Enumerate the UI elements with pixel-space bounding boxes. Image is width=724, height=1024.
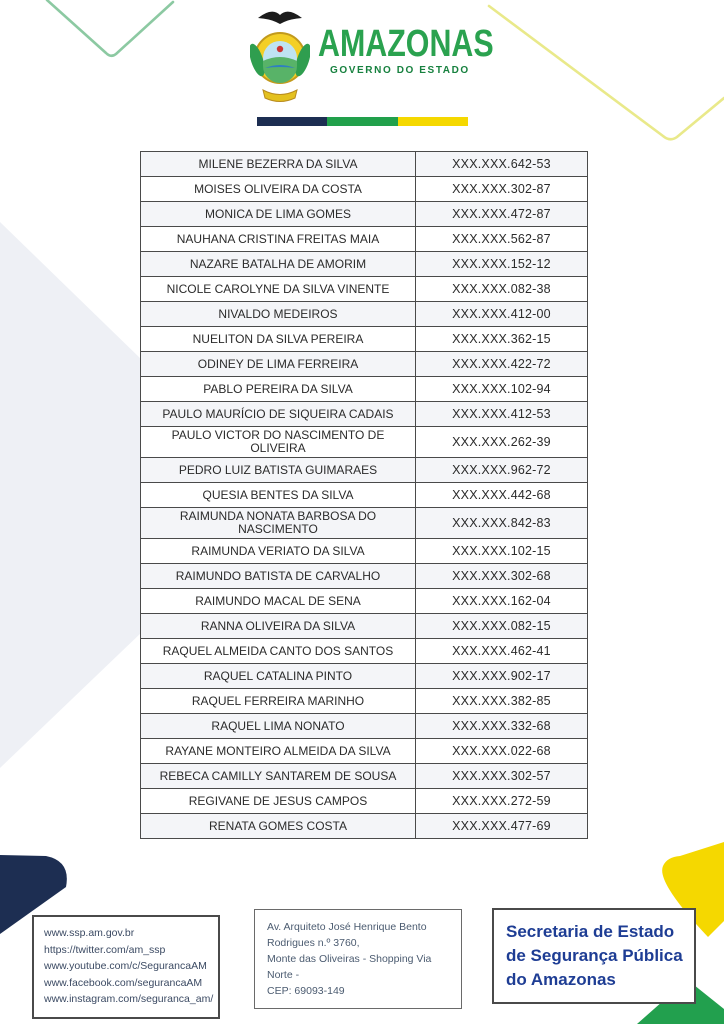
person-name-cell: RAYANE MONTEIRO ALMEIDA DA SILVA: [141, 739, 416, 764]
brand-name: AMAZONAS: [318, 23, 494, 65]
masked-cpf-cell: XXX.XXX.262-39: [416, 427, 588, 458]
masked-cpf-cell: XXX.XXX.422-72: [416, 352, 588, 377]
masked-cpf-cell: XXX.XXX.302-87: [416, 177, 588, 202]
masked-cpf-cell: XXX.XXX.152-12: [416, 252, 588, 277]
person-name-cell: NAZARE BATALHA DE AMORIM: [141, 252, 416, 277]
social-link-url[interactable]: www.instagram.com/seguranca_am/: [44, 993, 214, 1005]
person-name-cell: NAUHANA CRISTINA FREITAS MAIA: [141, 227, 416, 252]
person-name-cell: RAQUEL FERREIRA MARINHO: [141, 689, 416, 714]
address-line: Av. Arquiteto José Henrique Bento: [267, 921, 427, 933]
masked-cpf-cell: XXX.XXX.102-15: [416, 539, 588, 564]
person-name-cell: QUESIA BENTES DA SILVA: [141, 483, 416, 508]
social-link-url[interactable]: www.facebook.com/segurancaAM: [44, 976, 203, 989]
masked-cpf-cell: XXX.XXX.362-15: [416, 327, 588, 352]
org-name-line: do Amazonas: [506, 970, 616, 989]
person-name-cell: MONICA DE LIMA GOMES: [141, 202, 416, 227]
masked-cpf-cell: XXX.XXX.382-85: [416, 689, 588, 714]
masked-cpf-cell: XXX.XXX.082-15: [416, 614, 588, 639]
person-name-cell: MILENE BEZERRA DA SILVA: [141, 152, 416, 177]
person-name-cell: RAQUEL LIMA NONATO: [141, 714, 416, 739]
person-name-cell: PABLO PEREIRA DA SILVA: [141, 377, 416, 402]
masked-cpf-cell: XXX.XXX.842-83: [416, 508, 588, 539]
person-name-cell: PAULO VICTOR DO NASCIMENTO DE OLIVEIRA: [141, 427, 416, 458]
masked-cpf-cell: XXX.XXX.302-57: [416, 764, 588, 789]
masked-cpf-cell: XXX.XXX.102-94: [416, 377, 588, 402]
masked-cpf-cell: XXX.XXX.962-72: [416, 458, 588, 483]
person-name-cell: NUELITON DA SILVA PEREIRA: [141, 327, 416, 352]
org-box: [492, 908, 696, 1004]
links-box: [32, 915, 220, 1019]
person-name-cell: REBECA CAMILLY SANTAREM DE SOUSA: [141, 764, 416, 789]
social-link-url[interactable]: www.ssp.am.gov.br: [44, 927, 135, 939]
address-line: Monte das Oliveiras - Shopping Via Norte -: [267, 953, 432, 981]
person-name-cell: NICOLE CAROLYNE DA SILVA VINENTE: [141, 277, 416, 302]
person-name-cell: RAQUEL CATALINA PINTO: [141, 664, 416, 689]
org-name-line: de Segurança Pública: [506, 946, 683, 965]
masked-cpf-cell: XXX.XXX.302-68: [416, 564, 588, 589]
masked-cpf-cell: XXX.XXX.642-53: [416, 152, 588, 177]
org-name-line: Secretaria de Estado: [506, 922, 675, 941]
masked-cpf-cell: XXX.XXX.442-68: [416, 483, 588, 508]
brand-subtitle: GOVERNO DO ESTADO: [330, 65, 470, 76]
masked-cpf-cell: XXX.XXX.412-00: [416, 302, 588, 327]
masked-cpf-cell: XXX.XXX.562-87: [416, 227, 588, 252]
person-name-cell: NIVALDO MEDEIROS: [141, 302, 416, 327]
person-name-cell: PEDRO LUIZ BATISTA GUIMARAES: [141, 458, 416, 483]
person-name-cell: RAIMUNDA NONATA BARBOSA DO NASCIMENTO: [141, 508, 416, 539]
masked-cpf-cell: XXX.XXX.332-68: [416, 714, 588, 739]
person-name-cell: PAULO MAURÍCIO DE SIQUEIRA CADAIS: [141, 402, 416, 427]
person-name-cell: RENATA GOMES COSTA: [141, 814, 416, 839]
address-line: Rodrigues n.º 3760,: [267, 937, 360, 949]
person-name-cell: RAIMUNDA VERIATO DA SILVA: [141, 539, 416, 564]
person-name-cell: ODINEY DE LIMA FERREIRA: [141, 352, 416, 377]
person-name-cell: REGIVANE DE JESUS CAMPOS: [141, 789, 416, 814]
address-box: [254, 909, 462, 1009]
social-link-url[interactable]: www.youtube.com/c/SegurancaAM: [44, 960, 207, 972]
person-name-cell: MOISES OLIVEIRA DA COSTA: [141, 177, 416, 202]
masked-cpf-cell: XXX.XXX.022-68: [416, 739, 588, 764]
masked-cpf-cell: XXX.XXX.902-17: [416, 664, 588, 689]
masked-cpf-cell: XXX.XXX.472-87: [416, 202, 588, 227]
masked-cpf-cell: XXX.XXX.162-04: [416, 589, 588, 614]
person-name-cell: RAIMUNDO BATISTA DE CARVALHO: [141, 564, 416, 589]
address-line: CEP: 69093-149: [267, 985, 345, 997]
masked-cpf-cell: XXX.XXX.412-53: [416, 402, 588, 427]
social-link-url[interactable]: https://twitter.com/am_ssp: [44, 943, 166, 956]
masked-cpf-cell: XXX.XXX.272-59: [416, 789, 588, 814]
masked-cpf-cell: XXX.XXX.082-38: [416, 277, 588, 302]
person-name-cell: RAIMUNDO MACAL DE SENA: [141, 589, 416, 614]
person-name-cell: RANNA OLIVEIRA DA SILVA: [141, 614, 416, 639]
person-name-cell: RAQUEL ALMEIDA CANTO DOS SANTOS: [141, 639, 416, 664]
masked-cpf-cell: XXX.XXX.477-69: [416, 814, 588, 839]
masked-cpf-cell: XXX.XXX.462-41: [416, 639, 588, 664]
